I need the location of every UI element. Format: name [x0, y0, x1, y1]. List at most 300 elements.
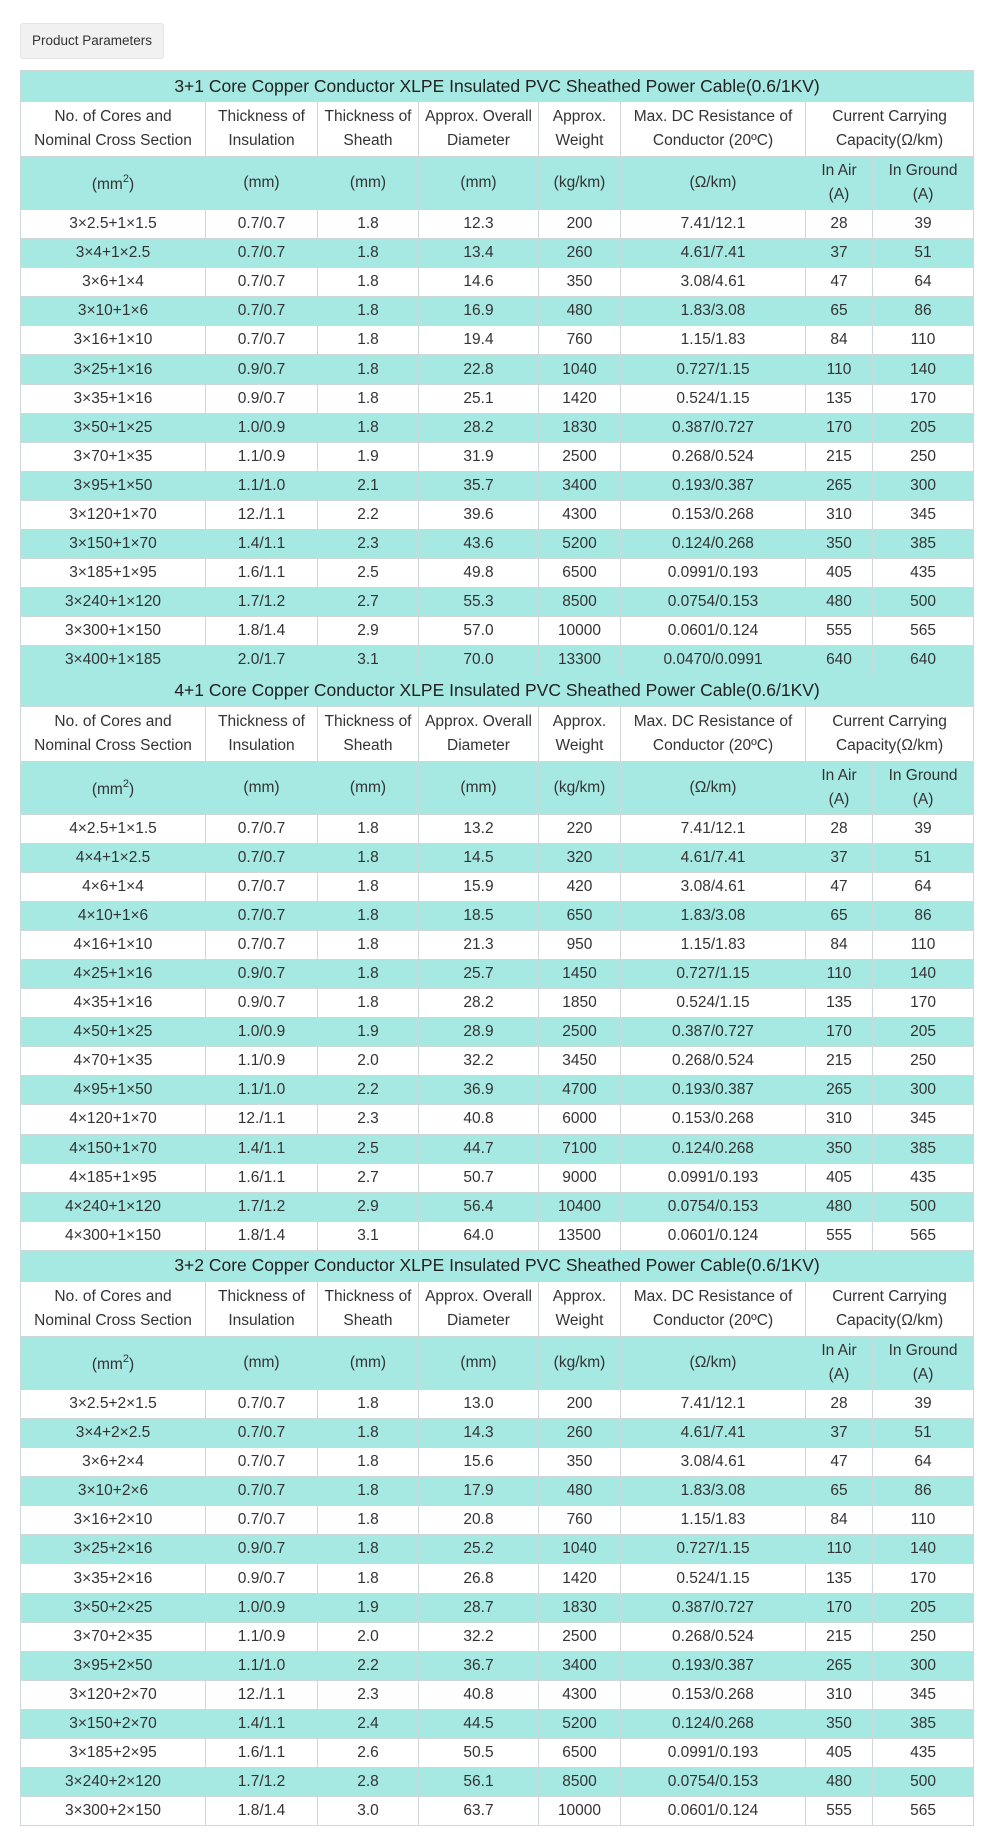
weight: 6000: [539, 1105, 621, 1134]
capacity-in-air: 37: [806, 843, 873, 872]
overall-diameter: 63.7: [419, 1797, 539, 1826]
capacity-in-ground: 300: [873, 1076, 974, 1105]
sheath-thickness: 1.8: [318, 297, 419, 326]
overall-diameter: 44.7: [419, 1134, 539, 1163]
weight: 220: [539, 814, 621, 843]
header-cores-line1: No. of Cores and: [54, 1287, 172, 1305]
table-row: [21, 1389, 974, 1418]
header-cores: [21, 706, 206, 761]
capacity-in-ground: 300: [873, 1651, 974, 1680]
unit-diameter: (mm): [419, 157, 539, 210]
cores-cross-section: 3×300+1×150: [21, 617, 206, 646]
cores-cross-section: 3×185+1×95: [21, 559, 206, 588]
header-weight-line1: Approx.: [552, 712, 607, 730]
capacity-in-ground: 500: [873, 588, 974, 617]
header-weight-line2: Weight: [555, 736, 604, 754]
sheath-thickness: 1.8: [318, 1389, 419, 1418]
insulation-thickness: 1.8/1.4: [206, 617, 318, 646]
insulation-thickness: 1.1/0.9: [206, 1047, 318, 1076]
section-title: 3+1 Core Copper Conductor XLPE Insulated PVC Sheathed Power Cable(0.6/1KV): [21, 71, 974, 102]
capacity-in-air: 215: [806, 1047, 873, 1076]
header-in-ground-line2: (A): [912, 1365, 934, 1383]
header-in-ground-line2: (A): [912, 186, 934, 203]
table-row: [21, 1797, 974, 1826]
cores-cross-section: 3×150+1×70: [21, 530, 206, 559]
dc-resistance: 0.524/1.15: [621, 384, 806, 413]
table-row: [21, 1221, 974, 1250]
sheath-thickness: 1.9: [318, 1593, 419, 1622]
header-insulation-line1: Thickness of: [217, 108, 305, 125]
cores-cross-section: 4×185+1×95: [21, 1163, 206, 1192]
header-resistance-line1: Max. DC Resistance of: [633, 108, 793, 125]
insulation-thickness: 1.6/1.1: [206, 559, 318, 588]
header-cores: [21, 1281, 206, 1336]
overall-diameter: 39.6: [419, 500, 539, 529]
overall-diameter: 70.0: [419, 646, 539, 675]
capacity-in-air: 84: [806, 326, 873, 355]
overall-diameter: 36.7: [419, 1651, 539, 1680]
weight: 9000: [539, 1163, 621, 1192]
overall-diameter: 56.4: [419, 1192, 539, 1221]
header-cores-line2: Nominal Cross Section: [34, 736, 192, 754]
capacity-in-ground: 250: [873, 1047, 974, 1076]
insulation-thickness: 0.7/0.7: [206, 1389, 318, 1418]
header-diameter-line2: Diameter: [447, 736, 510, 754]
capacity-in-air: 47: [806, 268, 873, 297]
header-in-ground-line1: In Ground: [888, 1341, 958, 1359]
capacity-in-ground: 345: [873, 1680, 974, 1709]
weight: 950: [539, 930, 621, 959]
capacity-in-air: 110: [806, 355, 873, 384]
unit-resistance: (Ω/km): [621, 1336, 806, 1389]
header-in-air-line2: (A): [828, 186, 850, 203]
dc-resistance: 0.727/1.15: [621, 959, 806, 988]
capacity-in-ground: 170: [873, 989, 974, 1018]
insulation-thickness: 2.0/1.7: [206, 646, 318, 675]
header-sheath-line1: Thickness of: [324, 712, 412, 730]
cores-cross-section: 3×120+2×70: [21, 1680, 206, 1709]
product-parameters-tab[interactable]: Product Parameters: [20, 23, 164, 59]
capacity-in-air: 37: [806, 239, 873, 268]
weight: 320: [539, 843, 621, 872]
cores-cross-section: 4×50+1×25: [21, 1018, 206, 1047]
capacity-in-ground: 140: [873, 959, 974, 988]
unit-cores: [21, 1336, 206, 1389]
weight: 10000: [539, 617, 621, 646]
header-diameter-line1: Approx. Overall: [425, 712, 532, 730]
sheath-thickness: 2.2: [318, 500, 419, 529]
dc-resistance: 0.153/0.268: [621, 1680, 806, 1709]
capacity-in-air: 135: [806, 989, 873, 1018]
overall-diameter: 31.9: [419, 442, 539, 471]
table-row: [21, 471, 974, 500]
weight: 13500: [539, 1221, 621, 1250]
dc-resistance: 0.0754/0.153: [621, 588, 806, 617]
header-insulation: [206, 1281, 318, 1336]
cores-cross-section: 3×25+2×16: [21, 1535, 206, 1564]
table-row: [21, 530, 974, 559]
header-in-ground: [873, 1336, 974, 1389]
cores-cross-section: 3×35+1×16: [21, 384, 206, 413]
sheath-thickness: 1.8: [318, 843, 419, 872]
table-row: [21, 617, 974, 646]
capacity-in-air: 310: [806, 1105, 873, 1134]
cores-cross-section: 4×4+1×2.5: [21, 843, 206, 872]
cores-cross-section: 4×300+1×150: [21, 1221, 206, 1250]
unit-resistance: (Ω/km): [621, 761, 806, 814]
dc-resistance: 7.41/12.1: [621, 814, 806, 843]
table-row: [21, 1018, 974, 1047]
units-row: [21, 1336, 974, 1389]
header-in-air-line1: In Air: [821, 766, 857, 784]
capacity-in-ground: 435: [873, 1163, 974, 1192]
dc-resistance: 0.193/0.387: [621, 1651, 806, 1680]
header-sheath: [318, 102, 419, 157]
header-weight: [539, 706, 621, 761]
weight: 4300: [539, 500, 621, 529]
table-row: [21, 646, 974, 675]
table-row: [21, 1419, 974, 1448]
weight: 2500: [539, 1622, 621, 1651]
capacity-in-air: 215: [806, 442, 873, 471]
capacity-in-ground: 565: [873, 1221, 974, 1250]
header-cores: [21, 102, 206, 157]
header-in-ground: [873, 157, 974, 210]
overall-diameter: 18.5: [419, 901, 539, 930]
section-title: 3+2 Core Copper Conductor XLPE Insulated PVC Sheathed Power Cable(0.6/1KV): [21, 1250, 974, 1281]
unit-sheath: (mm): [318, 157, 419, 210]
table-row: [21, 843, 974, 872]
sheath-thickness: 2.7: [318, 588, 419, 617]
header-resistance-line2: Conductor (20ºC): [652, 132, 774, 149]
sheath-thickness: 2.5: [318, 559, 419, 588]
overall-diameter: 36.9: [419, 1076, 539, 1105]
unit-cores: [21, 761, 206, 814]
capacity-in-ground: 435: [873, 1739, 974, 1768]
table-row: [21, 872, 974, 901]
overall-diameter: 20.8: [419, 1506, 539, 1535]
table-row: [21, 814, 974, 843]
table-row: [21, 297, 974, 326]
weight: 480: [539, 297, 621, 326]
sheath-thickness: 2.3: [318, 1105, 419, 1134]
header-in-ground-line1: In Ground: [888, 766, 958, 784]
header-insulation-line2: Insulation: [228, 132, 295, 149]
cores-cross-section: 3×10+1×6: [21, 297, 206, 326]
overall-diameter: 19.4: [419, 326, 539, 355]
dc-resistance: 0.124/0.268: [621, 530, 806, 559]
weight: 1040: [539, 355, 621, 384]
header-sheath-line1: Thickness of: [324, 108, 412, 125]
sheath-thickness: 1.8: [318, 268, 419, 297]
sheath-thickness: 1.8: [318, 239, 419, 268]
header-weight: [539, 102, 621, 157]
overall-diameter: 32.2: [419, 1047, 539, 1076]
header-diameter-line2: Diameter: [447, 1311, 510, 1329]
cores-cross-section: 3×2.5+2×1.5: [21, 1389, 206, 1418]
unit-weight: (kg/km): [539, 157, 621, 210]
capacity-in-ground: 385: [873, 1134, 974, 1163]
sheath-thickness: 2.7: [318, 1163, 419, 1192]
header-row: [21, 706, 974, 761]
weight: 1830: [539, 413, 621, 442]
insulation-thickness: 1.1/1.0: [206, 1651, 318, 1680]
cores-cross-section: 3×240+2×120: [21, 1768, 206, 1797]
header-resistance-line2: Conductor (20ºC): [652, 1311, 774, 1329]
insulation-thickness: 0.9/0.7: [206, 1535, 318, 1564]
header-in-air: [806, 761, 873, 814]
capacity-in-ground: 565: [873, 1797, 974, 1826]
sheath-thickness: 1.8: [318, 384, 419, 413]
cores-cross-section: 4×70+1×35: [21, 1047, 206, 1076]
sheath-thickness: 1.8: [318, 1564, 419, 1593]
header-sheath: [318, 1281, 419, 1336]
insulation-thickness: 1.0/0.9: [206, 1593, 318, 1622]
unit-insulation: (mm): [206, 761, 318, 814]
weight: 6500: [539, 559, 621, 588]
sheath-thickness: 3.1: [318, 646, 419, 675]
overall-diameter: 50.7: [419, 1163, 539, 1192]
cores-cross-section: 4×150+1×70: [21, 1134, 206, 1163]
capacity-in-ground: 39: [873, 814, 974, 843]
insulation-thickness: 0.7/0.7: [206, 843, 318, 872]
unit-insulation: (mm): [206, 157, 318, 210]
capacity-in-air: 405: [806, 1163, 873, 1192]
sheath-thickness: 1.8: [318, 1506, 419, 1535]
table-row: [21, 1768, 974, 1797]
capacity-in-ground: 170: [873, 384, 974, 413]
header-insulation: [206, 102, 318, 157]
insulation-thickness: 0.7/0.7: [206, 1448, 318, 1477]
table-row: [21, 1739, 974, 1768]
header-capacity-line1: Current Carrying: [832, 712, 947, 730]
sheath-thickness: 1.9: [318, 1018, 419, 1047]
dc-resistance: 1.15/1.83: [621, 1506, 806, 1535]
cores-cross-section: 3×6+2×4: [21, 1448, 206, 1477]
header-row: [21, 1281, 974, 1336]
capacity-in-air: 170: [806, 413, 873, 442]
cores-cross-section: 3×70+1×35: [21, 442, 206, 471]
unit-diameter: (mm): [419, 761, 539, 814]
insulation-thickness: 0.9/0.7: [206, 959, 318, 988]
capacity-in-ground: 345: [873, 1105, 974, 1134]
weight: 5200: [539, 1709, 621, 1738]
weight: 480: [539, 1477, 621, 1506]
insulation-thickness: 0.7/0.7: [206, 814, 318, 843]
overall-diameter: 12.3: [419, 210, 539, 239]
table-row: [21, 442, 974, 471]
weight: 1040: [539, 1535, 621, 1564]
capacity-in-air: 170: [806, 1018, 873, 1047]
header-resistance: [621, 102, 806, 157]
unit-insulation: (mm): [206, 1336, 318, 1389]
table-row: [21, 1593, 974, 1622]
insulation-thickness: 0.7/0.7: [206, 326, 318, 355]
capacity-in-ground: 110: [873, 1506, 974, 1535]
weight: 350: [539, 268, 621, 297]
cores-cross-section: 3×120+1×70: [21, 500, 206, 529]
overall-diameter: 49.8: [419, 559, 539, 588]
table-row: [21, 1477, 974, 1506]
cores-cross-section: 3×95+2×50: [21, 1651, 206, 1680]
cores-cross-section: 3×16+1×10: [21, 326, 206, 355]
capacity-in-air: 555: [806, 1221, 873, 1250]
header-diameter: [419, 102, 539, 157]
unit-sheath: (mm): [318, 1336, 419, 1389]
insulation-thickness: 0.7/0.7: [206, 930, 318, 959]
capacity-in-air: 135: [806, 384, 873, 413]
header-sheath-line2: Sheath: [343, 1311, 393, 1329]
table-row: [21, 326, 974, 355]
overall-diameter: 14.6: [419, 268, 539, 297]
cores-cross-section: 3×4+2×2.5: [21, 1419, 206, 1448]
insulation-thickness: 1.1/1.0: [206, 471, 318, 500]
capacity-in-ground: 39: [873, 1389, 974, 1418]
weight: 7100: [539, 1134, 621, 1163]
capacity-in-ground: 565: [873, 617, 974, 646]
header-cores-line1: No. of Cores and: [54, 712, 172, 730]
section-title-row: [21, 71, 974, 102]
insulation-thickness: 0.7/0.7: [206, 1506, 318, 1535]
overall-diameter: 13.0: [419, 1389, 539, 1418]
table-row: [21, 989, 974, 1018]
table-row: [21, 901, 974, 930]
unit-cores-end: ): [128, 176, 135, 194]
header-in-air: [806, 1336, 873, 1389]
sheath-thickness: 1.8: [318, 1419, 419, 1448]
weight: 13300: [539, 646, 621, 675]
sheath-thickness: 1.8: [318, 326, 419, 355]
dc-resistance: 0.387/0.727: [621, 413, 806, 442]
capacity-in-ground: 205: [873, 1593, 974, 1622]
header-cores-line1: No. of Cores and: [54, 108, 172, 125]
dc-resistance: 1.83/3.08: [621, 901, 806, 930]
dc-resistance: 1.15/1.83: [621, 930, 806, 959]
header-in-air-line1: In Air: [821, 162, 857, 179]
unit-weight: (kg/km): [539, 761, 621, 814]
table-row: [21, 1448, 974, 1477]
cores-cross-section: 3×6+1×4: [21, 268, 206, 297]
header-resistance-line2: Conductor (20ºC): [652, 736, 774, 754]
insulation-thickness: 1.0/0.9: [206, 413, 318, 442]
capacity-in-ground: 64: [873, 1448, 974, 1477]
table-row: [21, 210, 974, 239]
weight: 8500: [539, 588, 621, 617]
insulation-thickness: 0.9/0.7: [206, 355, 318, 384]
sheath-thickness: 1.8: [318, 959, 419, 988]
header-in-air-line2: (A): [828, 1365, 850, 1383]
capacity-in-air: 37: [806, 1419, 873, 1448]
weight: 760: [539, 326, 621, 355]
overall-diameter: 16.9: [419, 297, 539, 326]
sheath-thickness: 2.6: [318, 1739, 419, 1768]
sheath-thickness: 2.9: [318, 1192, 419, 1221]
weight: 5200: [539, 530, 621, 559]
table-row: [21, 500, 974, 529]
header-diameter-line2: Diameter: [447, 132, 510, 149]
insulation-thickness: 1.0/0.9: [206, 1018, 318, 1047]
table-row: [21, 1535, 974, 1564]
capacity-in-air: 28: [806, 210, 873, 239]
cores-cross-section: 3×70+2×35: [21, 1622, 206, 1651]
dc-resistance: 1.15/1.83: [621, 326, 806, 355]
cores-cross-section: 3×4+1×2.5: [21, 239, 206, 268]
capacity-in-ground: 110: [873, 930, 974, 959]
units-row: [21, 761, 974, 814]
cores-cross-section: 4×16+1×10: [21, 930, 206, 959]
overall-diameter: 13.2: [419, 814, 539, 843]
sheath-thickness: 1.8: [318, 355, 419, 384]
insulation-thickness: 0.7/0.7: [206, 210, 318, 239]
section-title-row: [21, 675, 974, 706]
dc-resistance: 7.41/12.1: [621, 1389, 806, 1418]
overall-diameter: 25.1: [419, 384, 539, 413]
overall-diameter: 13.4: [419, 239, 539, 268]
weight: 3400: [539, 471, 621, 500]
table-row: [21, 930, 974, 959]
sheath-thickness: 2.9: [318, 617, 419, 646]
header-in-air: [806, 157, 873, 210]
capacity-in-ground: 205: [873, 1018, 974, 1047]
weight: 200: [539, 210, 621, 239]
dc-resistance: 0.124/0.268: [621, 1709, 806, 1738]
insulation-thickness: 0.7/0.7: [206, 901, 318, 930]
overall-diameter: 26.8: [419, 1564, 539, 1593]
capacity-in-air: 110: [806, 1535, 873, 1564]
overall-diameter: 14.3: [419, 1419, 539, 1448]
cores-cross-section: 3×240+1×120: [21, 588, 206, 617]
table-row: [21, 1651, 974, 1680]
capacity-in-ground: 140: [873, 1535, 974, 1564]
cores-cross-section: 3×300+2×150: [21, 1797, 206, 1826]
table-row: [21, 1192, 974, 1221]
sheath-thickness: 2.3: [318, 1680, 419, 1709]
dc-resistance: 0.268/0.524: [621, 442, 806, 471]
dc-resistance: 0.193/0.387: [621, 471, 806, 500]
overall-diameter: 15.6: [419, 1448, 539, 1477]
cores-cross-section: 4×240+1×120: [21, 1192, 206, 1221]
dc-resistance: 0.0470/0.0991: [621, 646, 806, 675]
sheath-thickness: 2.0: [318, 1047, 419, 1076]
header-row: [21, 102, 974, 157]
header-in-ground-line1: In Ground: [888, 162, 958, 179]
dc-resistance: 0.524/1.15: [621, 989, 806, 1018]
header-sheath-line2: Sheath: [343, 132, 393, 149]
weight: 1450: [539, 959, 621, 988]
dc-resistance: 3.08/4.61: [621, 1448, 806, 1477]
dc-resistance: 0.387/0.727: [621, 1593, 806, 1622]
table-row: [21, 1076, 974, 1105]
table-row: [21, 559, 974, 588]
insulation-thickness: 1.6/1.1: [206, 1163, 318, 1192]
insulation-thickness: 1.7/1.2: [206, 1192, 318, 1221]
capacity-in-air: 65: [806, 901, 873, 930]
sheath-thickness: 1.8: [318, 1448, 419, 1477]
header-capacity: [806, 102, 974, 157]
dc-resistance: 4.61/7.41: [621, 239, 806, 268]
capacity-in-ground: 500: [873, 1192, 974, 1221]
header-insulation-line1: Thickness of: [217, 712, 305, 730]
header-resistance-line1: Max. DC Resistance of: [633, 1287, 793, 1305]
header-in-ground: [873, 761, 974, 814]
header-capacity-line2: Capacity(Ω/km): [835, 736, 944, 754]
insulation-thickness: 12./1.1: [206, 1105, 318, 1134]
insulation-thickness: 1.7/1.2: [206, 1768, 318, 1797]
cores-cross-section: 3×2.5+1×1.5: [21, 210, 206, 239]
capacity-in-ground: 51: [873, 239, 974, 268]
insulation-thickness: 12./1.1: [206, 500, 318, 529]
weight: 350: [539, 1448, 621, 1477]
